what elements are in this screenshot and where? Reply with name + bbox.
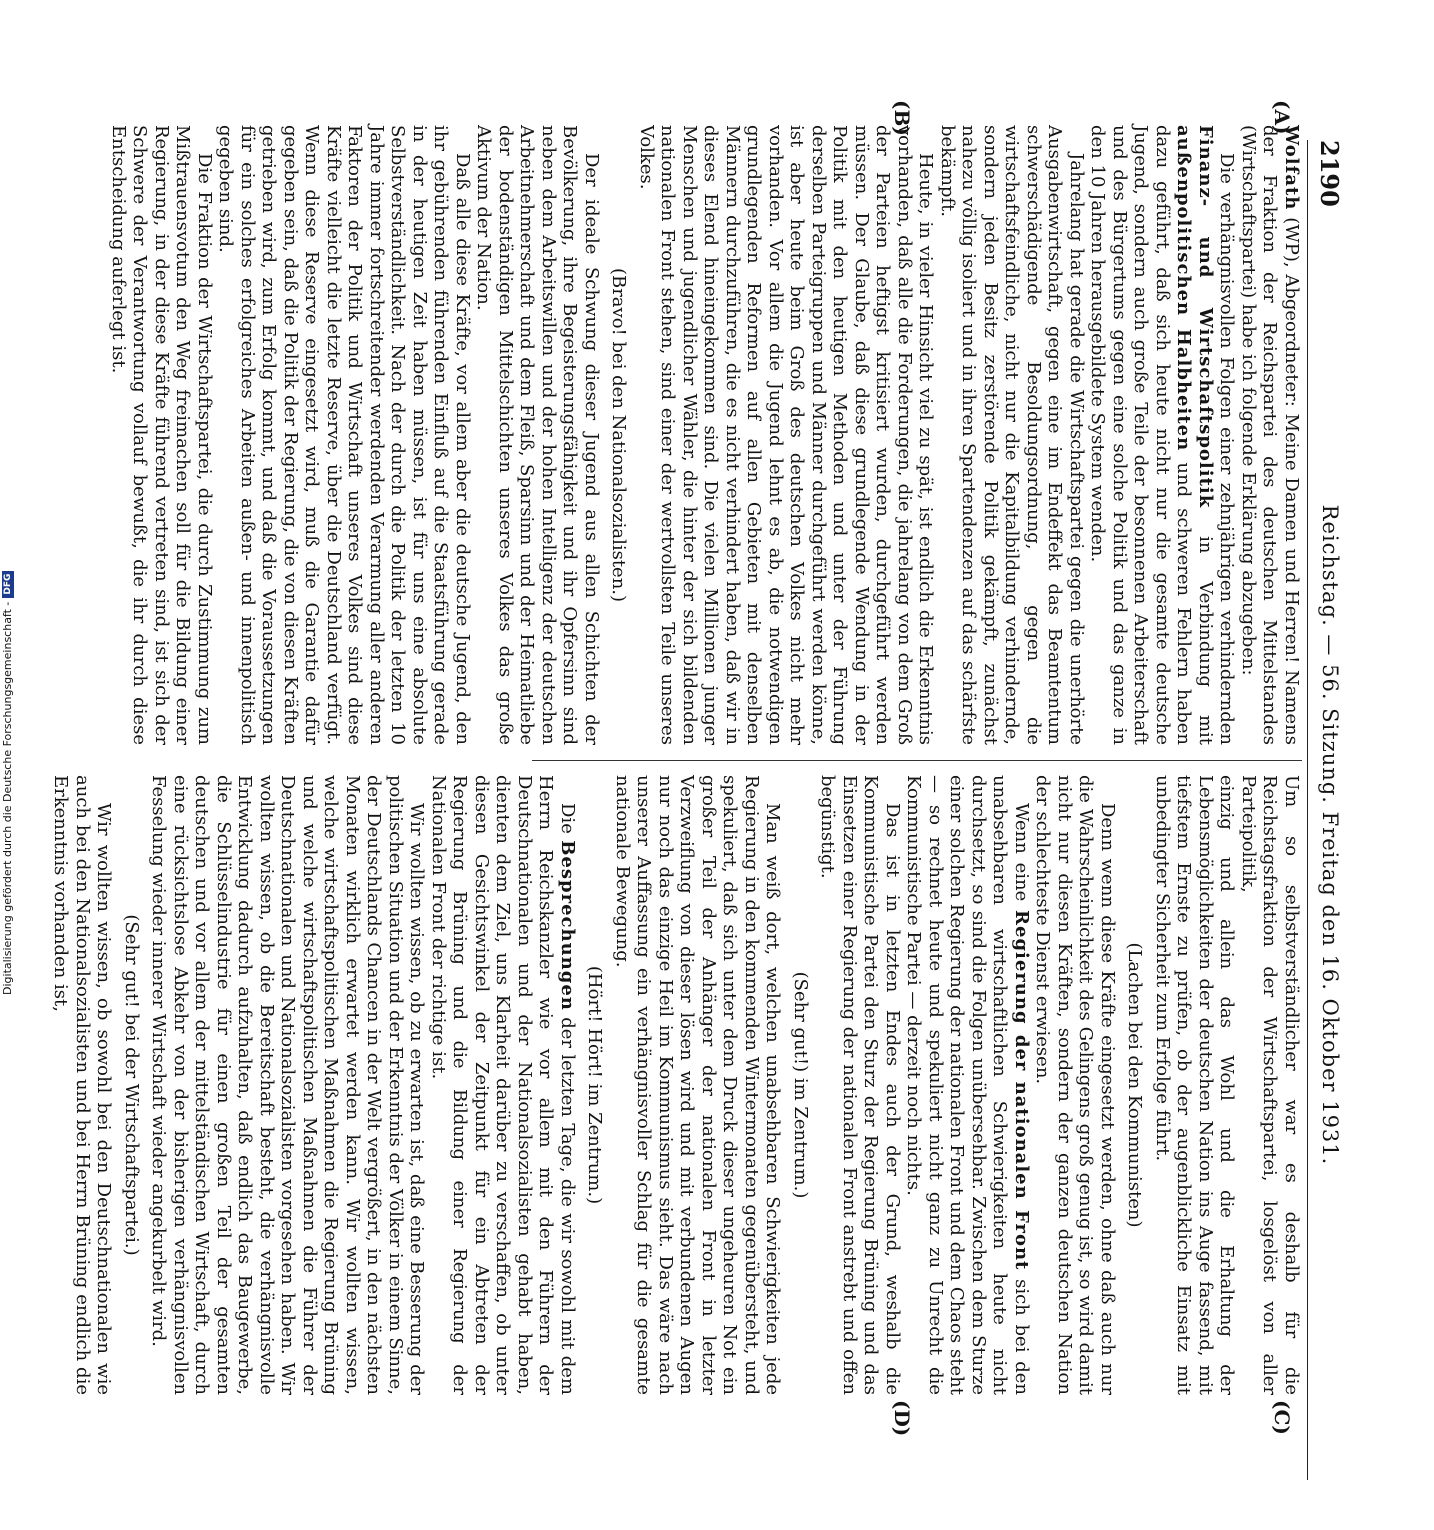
paragraph [1087,125,1238,745]
margin-mark-b: (B) [890,100,914,136]
paragraph-text: (WP), Abgeordneter: Meine Damen und Herren! Namens der Fraktion der Reichspartei des deutschen Mittelstandes (Wirtschaftspartei) habe ich folgende Erklärung abzugeben: [1238,125,1302,745]
margin-mark-a: (A) [1270,100,1294,135]
speaker-name: Wolfath [1281,125,1302,211]
paragraph: Heute, in vieler Hinsicht viel zu spät, ist endlich die Erkenntnis vorhanden, daß alle die Forderungen, die jahrelang von dem Groß der Parteien heftigst kritisiert wurden, durchgeführt werden müssen. Der Glaube, daß diese grundlegende Wendung in der Politik mit den heutigen Methoden und unter der Führung derselben Parteigruppen und Männer durchgeführt werden könne, ist aber heute beim Groß des deutschen Volkes nicht mehr vorhanden. Vor allem die Jugend lehnt es ab, die notwendigen grundlegenden Reformen auf allen Gebieten mit denselben Männern durchzuführen, die es nicht verhindert haben, daß wir in dieses Elend hineingekommen sind. Die vielen Millionen junger Menschen und jugendlicher Wähler, die hinter der sich bildenden nationalen Front stehen, sind einer der wertvollsten Teile unseres Volkes. [636,125,937,745]
paragraph: Die Fraktion der Wirtschaftspartei, die durch Zustimmung zum Mißtrauensvotum den Weg freimachen soll für die Bildung einer Regierung, in der diese Kräfte führend vertreten sind, ist sich der Schwere der Verantwortung vollauf bewußt, die ihr durch diese Entscheidung auferlegt ist. [108,125,215,745]
interjection: (Sehr gut!) im Zentrum.) [790,971,811,1199]
paragraph-text: Wenn eine [1011,803,1032,902]
interjection: (Lachen bei den Kommunisten) [1124,942,1146,1228]
page-title: Reichstag. — 56. Sitzung. Freitag den 16. Oktober 1931. [1318,504,1342,1166]
paragraph: Das ist in letzten Endes auch der Grund, weshalb die Kommunistische Partei den Sturz der Regierung Brüning und das Einsetzen einer Regierung der nationalen Front anstrebt und offen begünstigt. [817,775,903,1395]
emphasis-text: außenpolitischen Halbheiten [1173,125,1195,452]
column-divider [532,760,1302,761]
paragraph: Jahrelang hat gerade die Wirtschaftspartei gegen die unerhörte Ausgabenwirtschaft, gegen eine im Endeffekt das Beamtentum schwerschädigende Besoldungsordnung, gegen die wirtschaftsfeindliche, nicht nur die Kapitalbildung verhindernde, sondern jeden Besitz zerstörende Politik gekämpft, zunächst nahezu völlig isoliert und in ihren Spartendenzen auf das schärfste bekämpft. [937,125,1087,745]
header-rule [1307,140,1308,1480]
left-column [108,125,1303,745]
paragraph: Wir wollten wissen, ob sowohl bei den Deutschnationalen wie auch bei den Nationalsozialisten und bei Herrn Brüning endlich die Erkenntnis vorhanden ist, [50,775,115,1395]
paragraph-text: sich bei den unabsehbaren wirtschaftlichen Schwierigkeiten heute nicht durchsetzt, so sind die Folgen unübersehbar. Zwischen dem Sturze einer solchen Regierung der nationalen Front und dem Chaos steht — so rechnet heute und spekuliert nicht ganz zu Unrecht die Kommunistische Partei — derzeit noch nichts. [903,775,1032,1395]
page-header [1304,140,1344,1530]
paragraph-text: und schweren Fehlern haben dazu geführt, daß sich heute nicht nur die gesamte deutsche Jugend, sondern auch große Teile der besonnenen Arbeiterschaft und des Bürgertums gegen eine solche Politik und das ganze in den 10 Jahren herausgebildete System wenden. [1087,125,1195,745]
margin-mark-c: (C) [1270,1400,1294,1435]
footer-strip [0,0,22,1000]
paragraph-text: in Verbindung mit [1195,536,1216,746]
interjection: (Hört! Hört! im Zentrum.) [584,965,606,1205]
paragraph: einzig und allein das Wohl und die Erhaltung der Lebensmöglichkeiten der deutschen Nation ins Auge fassend, mit tiefstem Ernste zu prüfen, ob der augenblickliche Einsatz mit unbedingter Sicherheit zum Erfolge führt. [1152,775,1238,1395]
interjection: (Bravo! bei den Nationalsozialisten.) [608,267,630,603]
paragraph: Daß alle diese Kräfte, vor allem aber die deutsche Jugend, den ihr gebührenden führenden Einfluß auf die Staatsführung gerade in der heutigen Zeit haben müssen, ist für uns eine absolute Selbstverständlichkeit. Nach der durch die Politik der letzten 10 Jahre immer fortschreitender werdenden Verarmung aller anderen Faktoren der Politik und Wirtschaft unseres Volkes sind diese Kräfte vielleicht die letzte Reserve, über die Deutschland verfügt. Wenn diese Reserve eingesetzt wird, muß die Garantie dafür gegeben sein, daß die Politik der Regierung, die von diesen Kräften getrieben wird, zum Erfolg kommt, und daß die Voraussetzungen für ein solches erfolgreiches Arbeiten außen- und innenpolitisch gegeben sind. [215,125,473,745]
page-number: 2190 [1315,140,1344,207]
paragraph-text: der letzten Tage, die wir sowohl mit dem Herrn Reichskanzler wie vor allem mit den Führern der Deutschnationalen und der Nationalsozialisten gehabt haben, dienten dem Ziel, uns Klarheit darüber zu verschaffen, ob unter diesen Gesichtswinkel der Zeitpunkt für ein Abtreten der Regierung Brüning und die Bildung einer Regierung der Nationalen Front der richtige ist. [428,775,578,1395]
interjection: (Sehr gut! bei der Wirtschaftspartei.) [121,914,142,1256]
footer-credit-text: Digitalisierung gefördert durch die Deutsche Forschungsgemeinschaft - [1,601,14,995]
dfg-logo: DFG [2,571,14,598]
margin-mark-d: (D) [890,1400,914,1437]
paragraph: Man weiß dort, welchen unabsehbaren Schwierigkeiten jede Regierung in den kommenden Wintermonaten gegenübersteht, und spekuliert, daß sich unter dem Druck dieser ungeheuren Not ein großer Teil der Anhänger der nationalen Front in letzter Verzweiflung von dieser lösen wird und mit verbundenen Augen nur noch das einzige Heil im Kommunismus sieht. Das wäre nach unserer Auffassung ein verhängnisvoller Schlag für die gesamte nationale Bewegung. [612,775,784,1395]
paragraph-text: Die [557,803,578,834]
paragraph [1238,125,1303,745]
emphasis-text: Besprechungen [557,840,578,1011]
paragraph: Denn wenn diese Kräfte eingesetzt werden, ohne daß auch nur die Wahrscheinlichkeit des Gelingens groß genug ist, so wird damit nicht nur diesen Kräften, sondern der ganzen deutschen Nation der schlechteste Dienst erwiesen. [1032,775,1118,1395]
paragraph-text: Die verhängnisvollen Folgen einer zehnjährigen verhindernden [1216,153,1238,745]
paragraph: Der ideale Schwung dieser Jugend aus allen Schichten der Bevölkerung, ihre Begeisterungsfähigkeit und ihr Opfersinn sind neben dem Arbeitswillen und der hohen Intelligenz der deutschen Arbeitnehmerschaft und dem Fleiß, Sparsinn und der Heimatliebe der bodenständigen Mittelschichten unseres Volkes das große Aktivum der Nation. [473,125,602,745]
paragraph [903,775,1032,1395]
paragraph: Um so selbstverständlicher war es deshalb für die Reichstagsfraktion der Wirtschaftspartei, losgelöst von aller Parteipolitik, [1238,775,1302,1395]
paragraph [428,775,579,1395]
emphasis-text: Finanz- und Wirtschaftspolitik [1195,125,1216,509]
footer-credit [1,15,14,995]
right-column [50,775,1302,1395]
emphasis-text: Regierung der nationalen Front [1011,910,1032,1271]
paragraph: Wir wollten wissen, ob zu erwarten ist, daß eine Besserung der politischen Situation und der Erkenntnis der Völker in einem Sinne, der Deutschlands Chancen in der Welt vergrößert, in den nächsten Monaten wirklich erwartet werden kann. Wir wollten wissen, welche wirtschaftspolitischen Maßnahmen die Regierung Brüning und welche wirtschaftspolitischen Maßnahmen die Führer der Deutschnationalen und Nationalsozialisten vorgesehen haben. Wir wollten wissen, ob die Bereitschaft besteht, die verhängnisvolle Entwicklung dadurch aufzuhalten, daß endlich das Baugewerbe, die Schlüsselindustrie für einen großen Teil der gesamten deutschen und vor allem der mittelständischen Wirtschaft, durch eine rücksichtslose Abkehr von der bisherigen verhängnisvollen Fesselung wieder innerer Wirtschaft wieder angekurbelt wird. [148,775,428,1395]
